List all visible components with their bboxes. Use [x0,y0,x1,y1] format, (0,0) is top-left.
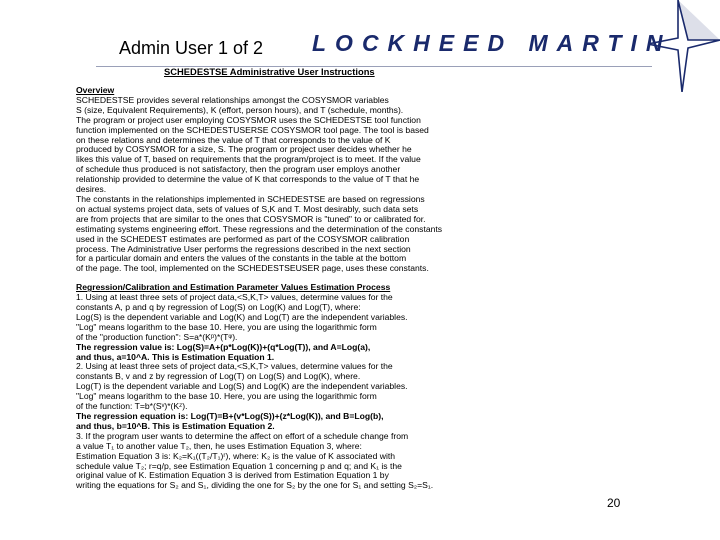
text-line: and thus, b=10^B. This is Estimation Equation 2. [76,420,275,431]
text-line: SCHEDESTSE provides several relationships amongst the COSYSMOR variables [76,94,389,105]
text-line: schedule value T₂; r=q/p, see Estimation Equation 1 concerning p and q; and K₁ is the [76,460,402,471]
text-line: original value of K. Estimation Equation 3 is derived from Estimation Equation 1 by [76,470,389,481]
regression-heading: Regression/Calibration and Estimation Parameter Values Estimation Process [76,282,391,293]
document-title: SCHEDESTSE Administrative User Instructions [164,66,375,77]
text-line: a value T₁ to another value T₂, then, he uses Estimation Equation 3, where: [76,440,362,451]
text-line: function implemented on the SCHEDESTUSERSE COSYSMOR tool page. The tool is based [76,124,429,135]
text-line: on actual systems project data, sets of values of S,K and T. Most desirably, such data sets [76,203,419,214]
text-line: of the page. The tool, implemented on the SCHEDESTSEUSER page, uses these constants. [76,263,429,274]
document-body [76,66,566,491]
slide-title: Admin User 1 of 2 [119,38,264,58]
star-logo-icon [648,0,720,92]
text-line: 3. If the program user wants to determine the affect on effort of a schedule change from [76,430,409,441]
brand-wordmark: LOCKHEED MARTIN [312,30,672,56]
text-line: "Log" means logarithm to the base 10. Here, you are using the logarithmic form [76,391,377,402]
text-line: used in the SCHEDEST estimates are performed as part of the COSYSMOR calibration [76,233,410,244]
overview-heading: Overview [76,85,115,95]
text-line: relationship provided to determine the value of K that corresponds to the value of T that he [76,174,420,185]
text-line: and thus, a=10^A. This is Estimation Equation 1. [76,351,275,362]
text-line: for a particular domain and enters the values of the constants in the table at the bottom [76,253,407,264]
text-line: S (size, Equivalent Requirements), K (effort, person hours), and T (schedule, months). [76,104,404,115]
text-line: The regression value is: Log(S)=A+(p*Log(K))+(q*Log(T)), and A=Log(a), [76,341,371,352]
text-line: desires. [76,184,107,195]
text-line: Estimation Equation 3 is: K₂=K₁((T₂/T₁)ʳ), where: K₂ is the value of K associated with [76,450,396,461]
text-line: writing the equations for S₂ and S₁, dividing the one for S₂ by the one for S₁ and setting S₂=S₁. [76,480,434,491]
text-line: The program or project user employing COSYSMOR uses the SCHEDESTSE tool function [76,114,421,125]
page-number: 20 [607,496,621,510]
text-line: constants B, v and z by regression of Log(T) on Log(S) and Log(K), where. [76,371,361,382]
text-line: of the "production function": S=a*(Kᵖ)*(Tᵠ). [76,331,238,342]
text-line: of schedule thus produced is not satisfactory, then the program user employs another [76,164,401,175]
regression-section [76,293,566,491]
text-line: estimating systems engineering effort. These regressions and the determination of the constants [76,223,443,234]
text-line: The constants in the relationships implemented in SCHEDESTSE are based on regressions [76,193,425,204]
text-line: Log(T) is the dependent variable and Log(S) and Log(K) are the independent variables. [76,381,408,392]
text-line: The regression equation is: Log(T)=B+(v*Log(S))+(z*Log(K)), and B=Log(b), [76,411,384,421]
text-line: on these relations and determines the value of T that corresponds to the value of K [76,134,391,145]
text-line: constants A, p and q by regression of Log(S) on Log(K) and Log(T), where: [76,302,361,313]
overview-section [76,96,566,274]
text-line: likes this value of T, based on requirements that the program/project is to meet. If the value [76,154,421,165]
text-line: 1. Using at least three sets of project data,<S,K,T> values, determine values for the [76,292,393,303]
text-line: produced by COSYSMOR for a size, S. The program or project user decides whether he [76,144,412,155]
text-line: process. The Administrative User performs the regressions described in the next section [76,243,411,254]
text-line: 2. Using at least three sets of project data,<S,K,T> values, determine values for the [76,361,393,372]
text-line: of the function: T=b*(Sᵛ)*(Kᶻ). [76,401,188,412]
text-line: Log(S) is the dependent variable and Log(K) and Log(T) are the independent variables. [76,311,408,322]
text-line: are from projects that are similar to the ones that COSYSMOR is "tuned" to or calibrated for. [76,213,426,224]
text-line: "Log" means logarithm to the base 10. Here, you are using the logarithmic form [76,321,377,332]
